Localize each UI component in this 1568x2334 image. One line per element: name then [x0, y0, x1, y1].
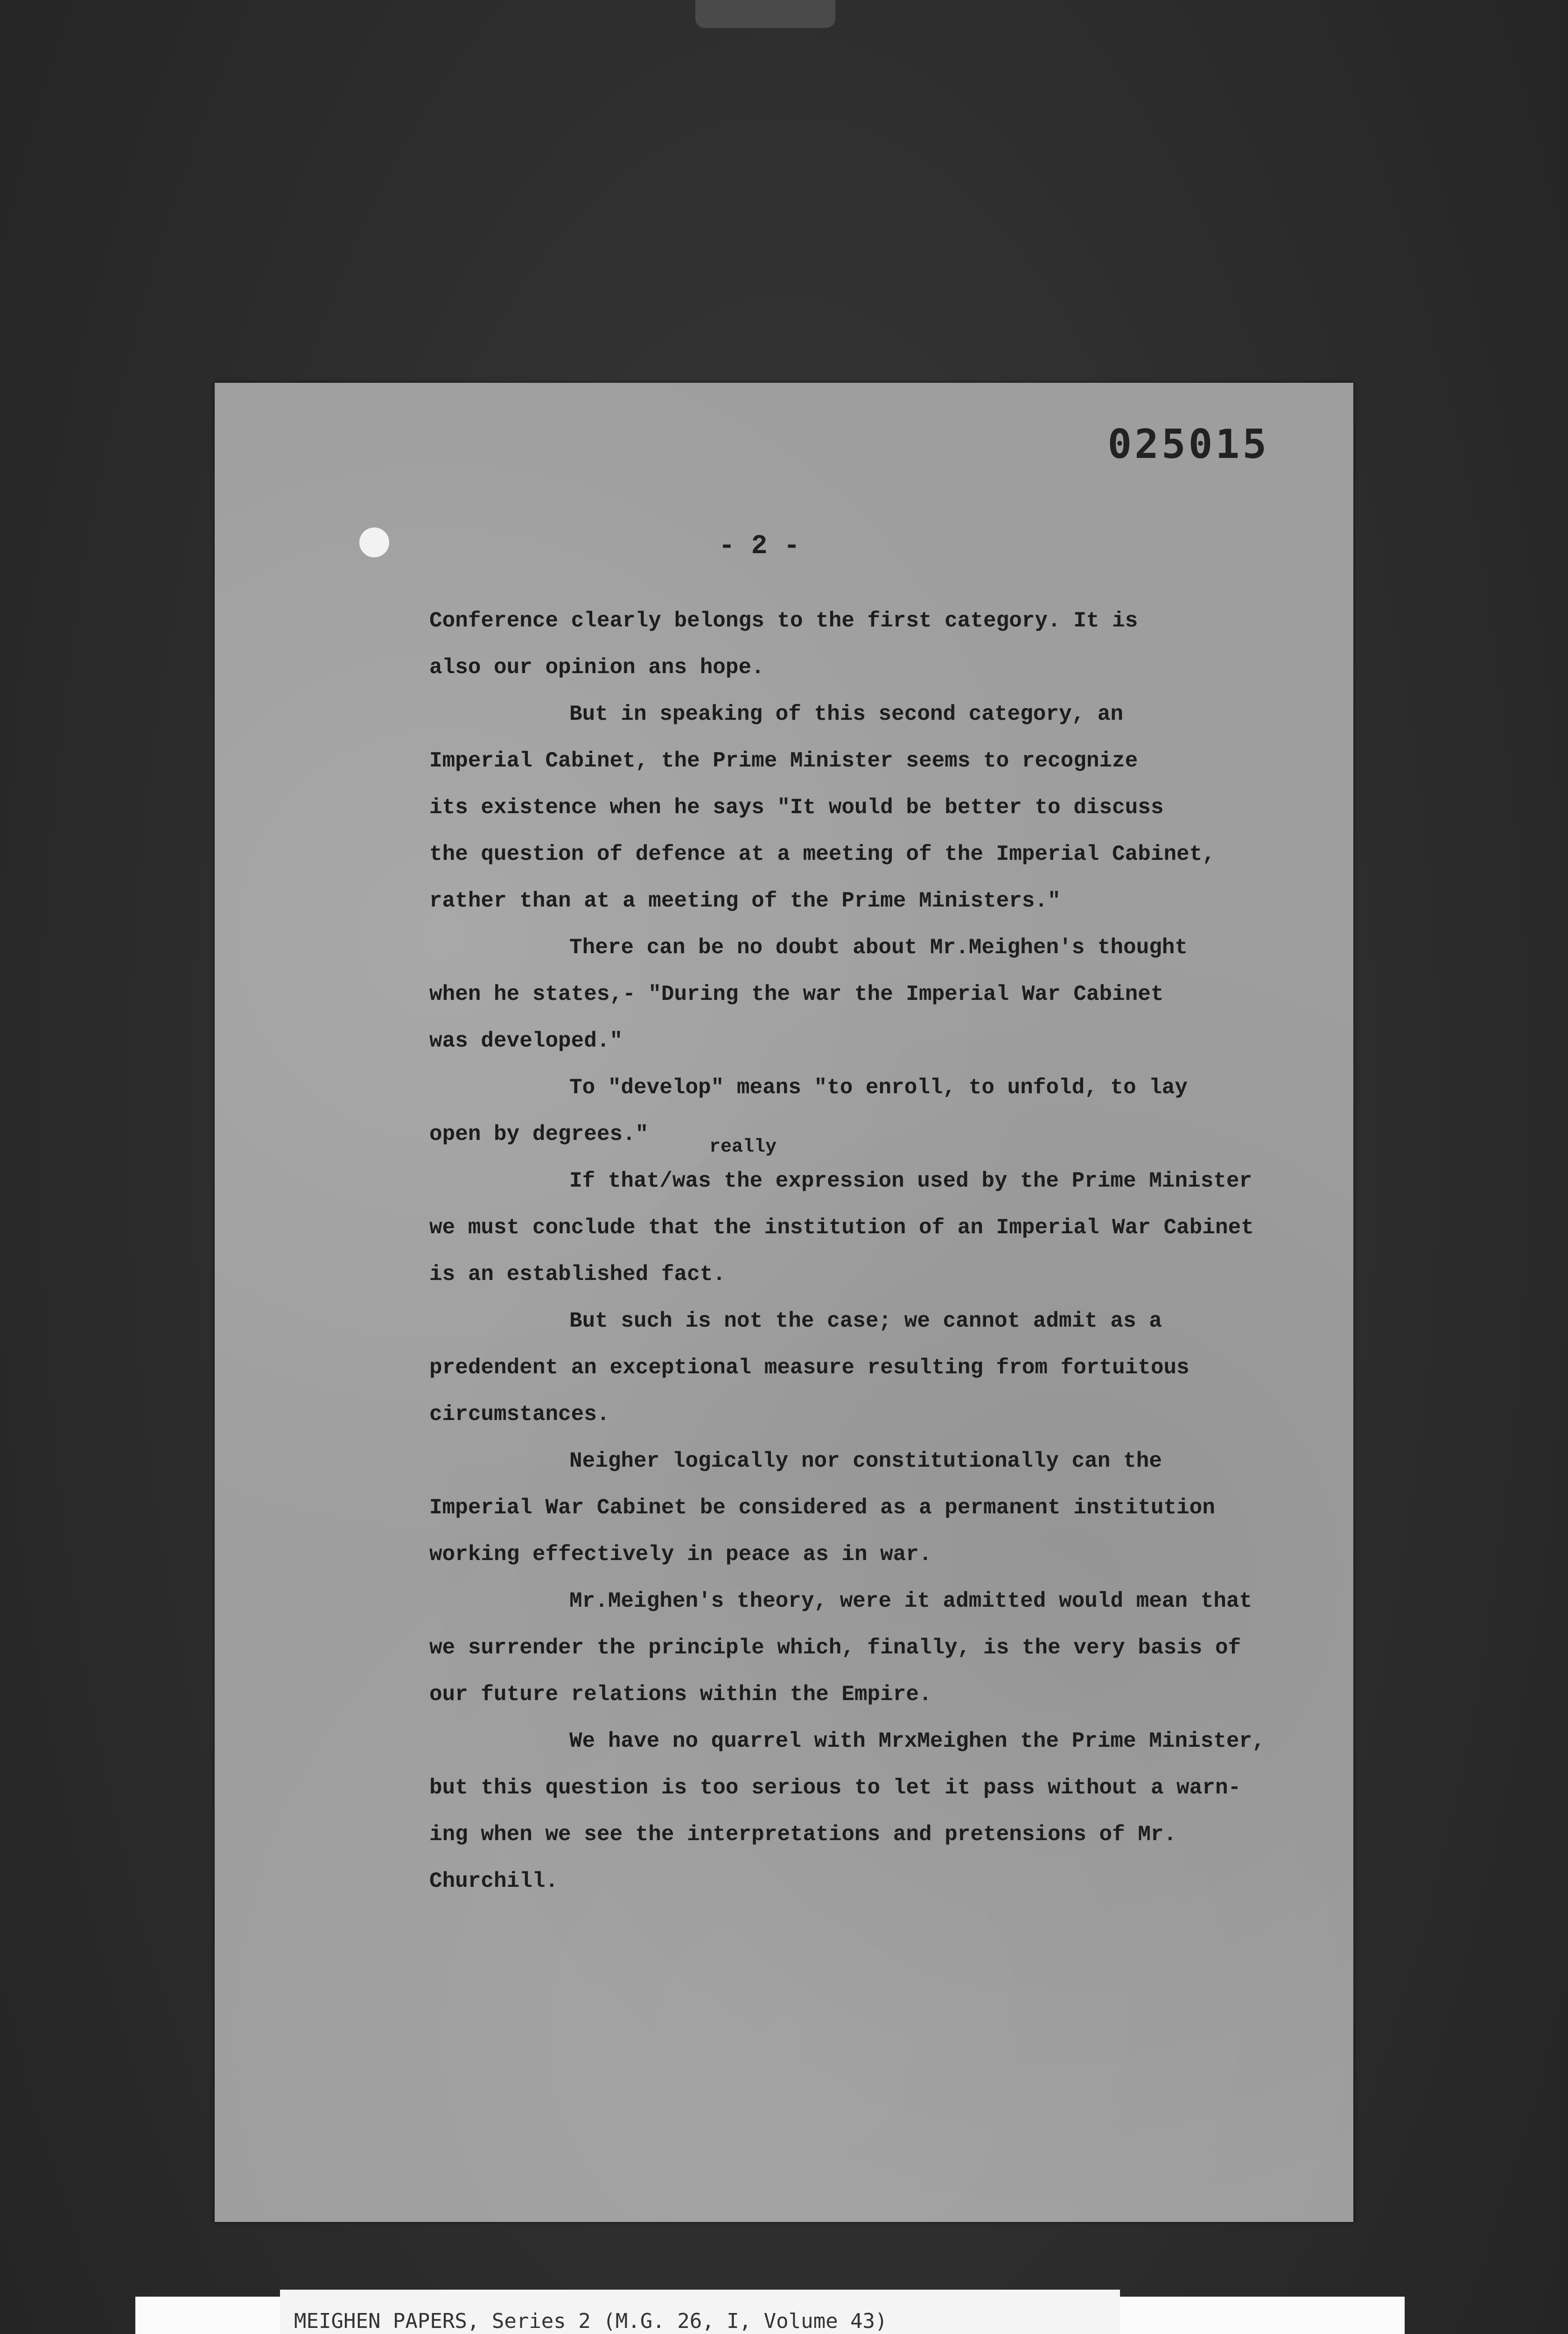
text-line: But such is not the case; we cannot admit as a — [569, 1309, 1162, 1333]
text-line: working effectively in peace as in war. — [429, 1542, 932, 1567]
paragraph — [429, 691, 1363, 924]
text-line: was developed." — [429, 1029, 623, 1053]
text-line: circumstances. — [429, 1402, 610, 1427]
series-reference: MEIGHEN PAPERS, Series 2 (M.G. 26, I, Volume 43) — [294, 2309, 888, 2333]
text-line: we must conclude that the institution of an Imperial War Cabinet — [429, 1216, 1254, 1240]
paragraph — [429, 1298, 1363, 1438]
text-line: ing when we see the interpretations and pretensions of Mr. — [429, 1822, 1177, 1847]
text-line: Neigher logically nor constitutionally can the — [569, 1449, 1162, 1473]
text-line: predendent an exceptional measure resulting from fortuitous — [429, 1356, 1190, 1380]
text-line: but this question is too serious to let it pass without a warn- — [429, 1776, 1241, 1800]
text-line: is an established fact. — [429, 1262, 726, 1287]
punch-hole — [359, 527, 389, 557]
text-line: also our opinion ans hope. — [429, 655, 764, 680]
text-line: the question of defence at a meeting of the Imperial Cabinet, — [429, 842, 1215, 866]
typed-body-text — [429, 598, 1363, 1905]
paragraph — [429, 1578, 1363, 1718]
text-line: If that/was the expression used by the Prime Minister — [569, 1169, 1253, 1193]
text-line: our future relations within the Empire. — [429, 1682, 932, 1707]
paragraph — [429, 1718, 1363, 1905]
text-line: Imperial War Cabinet be considered as a permanent institution — [429, 1496, 1215, 1520]
text-line: open by degrees." — [429, 1122, 649, 1146]
text-line: we surrender the principle which, finally, is the very basis of — [429, 1636, 1241, 1660]
series-label-strip — [280, 2290, 1120, 2334]
paragraph — [429, 1137, 1363, 1298]
paragraph — [429, 1438, 1363, 1578]
page-number: - 2 - — [719, 531, 800, 562]
text-line: To "develop" means "to enroll, to unfold, to lay — [569, 1076, 1188, 1100]
text-line: But in speaking of this second category, an — [569, 702, 1123, 726]
text-line: its existence when he says "It would be better to discuss — [429, 795, 1164, 820]
text-line: There can be no doubt about Mr.Meighen's thought — [569, 935, 1188, 960]
document-page — [215, 383, 1353, 2222]
text-line: Imperial Cabinet, the Prime Minister seems to recognize — [429, 749, 1138, 773]
paragraph — [429, 924, 1363, 1064]
text-line: when he states,- "During the war the Imperial War Cabinet — [429, 982, 1164, 1006]
text-line: Conference clearly belongs to the first category. It is — [429, 609, 1138, 633]
text-line: rather than at a meeting of the Prime Ministers." — [429, 889, 1061, 913]
text-line: Mr.Meighen's theory, were it admitted would mean that — [569, 1589, 1253, 1613]
text-line: We have no quarrel with MrxMeighen the Prime Minister, — [569, 1729, 1265, 1753]
handwritten-insertion: really — [709, 1137, 777, 1158]
document-number-stamp: 025015 — [1107, 421, 1269, 468]
frame-top-tab — [695, 0, 835, 28]
paragraph — [429, 598, 1363, 691]
text-line: Churchill. — [429, 1869, 559, 1893]
